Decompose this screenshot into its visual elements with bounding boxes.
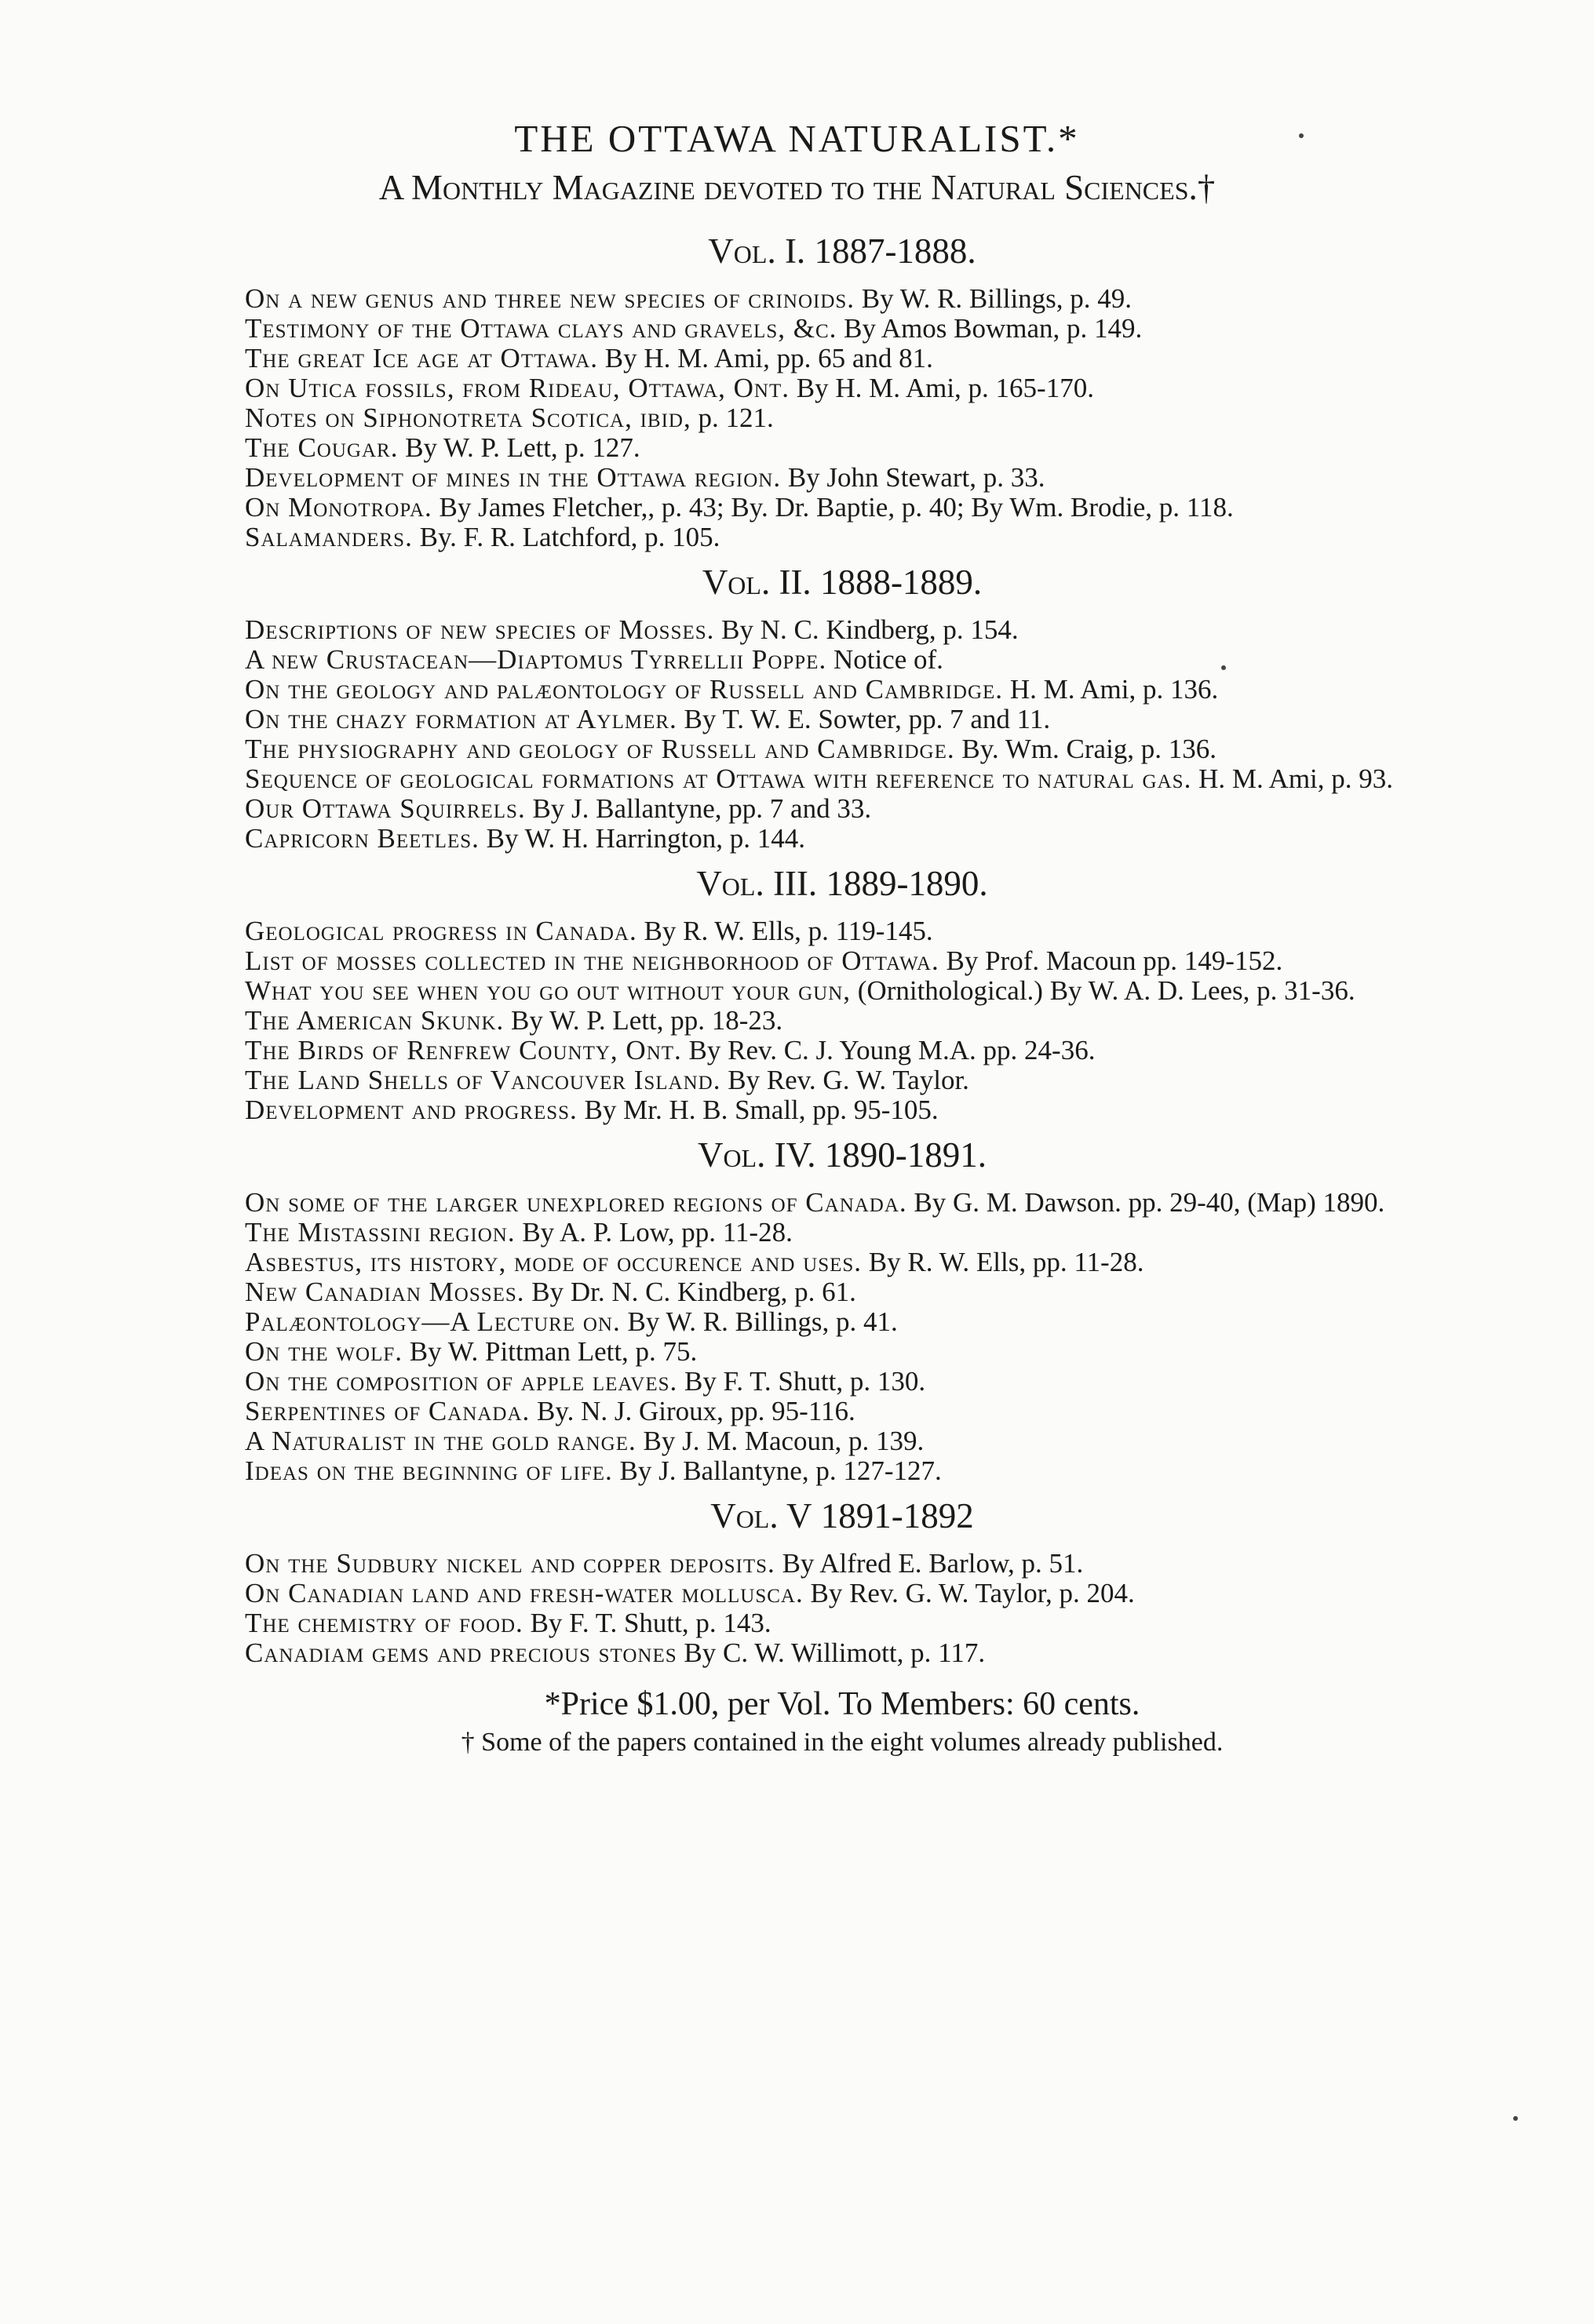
article-title: On Canadian land and fresh-water mollusca. [245, 1578, 804, 1608]
article-author-pages: H. M. Ami, p. 136. [1009, 674, 1219, 705]
article-title: Sequence of geological formations at Ottawa with reference to natural gas. [245, 763, 1192, 794]
article-entry [245, 314, 1439, 344]
article-entry [245, 946, 1439, 976]
article-title: Salamanders. [245, 522, 413, 552]
article-author-pages: By W. R. Billings, p. 49. [861, 283, 1133, 314]
article-author-pages: By T. W. E. Sowter, pp. 7 and 11. [684, 704, 1051, 734]
article-entry [245, 764, 1439, 794]
article-author-pages: By John Stewart, p. 33. [787, 462, 1045, 493]
article-entry [245, 794, 1439, 824]
article-entry [245, 615, 1439, 645]
article-author-pages: By J. M. Macoun, p. 139. [643, 1426, 925, 1456]
article-author-pages: By A. P. Low, pp. 11-28. [522, 1217, 793, 1248]
article-entry [245, 373, 1439, 403]
article-author-pages: By Amos Bowman, p. 149. [844, 313, 1143, 344]
article-author-pages: By G. M. Dawson. pp. 29-40, (Map) 1890. [914, 1187, 1385, 1218]
article-author-pages: By J. Ballantyne, p. 127-127. [619, 1455, 942, 1486]
article-author-pages: By J. Ballantyne, pp. 7 and 33. [532, 793, 872, 824]
article-title: The Land Shells of Vancouver Island. [245, 1065, 721, 1095]
article-entry [245, 493, 1439, 523]
article-title: The Mistassini region. [245, 1217, 516, 1248]
article-title: Asbestus, its history, mode of occurence and uses. [245, 1247, 863, 1277]
article-entry [245, 1307, 1439, 1337]
article-entry [245, 433, 1439, 463]
article-entry [245, 645, 1439, 675]
article-title: Descriptions of new species of Mosses. [245, 614, 715, 645]
article-title: What you see when you go out without your gun, [245, 975, 852, 1006]
volume-label: Vol. II. [702, 563, 812, 602]
article-title: On the composition of apple leaves. [245, 1366, 678, 1397]
article-author-pages: By Dr. N. C. Kindberg, p. 61. [531, 1277, 856, 1307]
article-entry [245, 734, 1439, 764]
article-entry [245, 1065, 1439, 1095]
article-title: New Canadian Mosses. [245, 1277, 525, 1307]
volume-years: 1888-1889. [819, 563, 983, 602]
print-speck [1513, 2116, 1518, 2121]
article-author-pages: By. N. J. Giroux, pp. 95-116. [537, 1396, 855, 1426]
article-title: List of mosses collected in the neighborhood of Ottawa. [245, 945, 939, 976]
article-entry [245, 1248, 1439, 1277]
article-entry [245, 1036, 1439, 1065]
article-entry [245, 344, 1439, 373]
article-author-pages: By W. P. Lett, pp. 18-23. [511, 1005, 783, 1036]
article-title: On the geology and palæontology of Russell and Cambridge. [245, 674, 1004, 705]
article-author-pages: By H. M. Ami, p. 165-170. [796, 373, 1094, 403]
article-entry [245, 523, 1439, 552]
article-author-pages: By. Wm. Craig, p. 136. [961, 734, 1217, 764]
magazine-subtitle: A Monthly Magazine devoted to the Natural Sciences.† [378, 168, 1216, 207]
volume-years: 1891-1892 [820, 1496, 974, 1535]
article-author-pages: By H. M. Ami, pp. 65 and 81. [604, 343, 933, 373]
volume-years: 1890-1891. [824, 1135, 987, 1175]
article-entry [245, 1006, 1439, 1036]
article-title: On some of the larger unexplored regions of Canada. [245, 1187, 907, 1218]
article-entry [245, 675, 1439, 705]
article-author-pages: By N. C. Kindberg, p. 154. [721, 614, 1019, 645]
volume-years: 1887-1888. [814, 231, 976, 271]
article-entry [245, 1095, 1439, 1125]
article-entry [245, 1456, 1439, 1486]
article-entry [245, 1337, 1439, 1367]
article-title: Geological progress in Canada. [245, 916, 637, 946]
article-author-pages: By Rev. G. W. Taylor. [728, 1065, 969, 1095]
article-author-pages: By F. T. Shutt, p. 143. [530, 1608, 771, 1638]
article-entry [245, 1608, 1439, 1638]
article-title: On a new genus and three new species of crinoids. [245, 283, 855, 314]
article-entry [245, 1426, 1439, 1456]
article-title: On Utica fossils, from Rideau, Ottawa, Ont. [245, 373, 790, 403]
article-title: On the Sudbury nickel and copper deposits. [245, 1548, 775, 1579]
volume-heading [245, 231, 1439, 271]
article-title: A Naturalist in the gold range. [245, 1426, 637, 1456]
article-title: The Cougar. [245, 432, 399, 463]
article-entry [245, 916, 1439, 946]
print-speck [1221, 665, 1226, 670]
article-title: The chemistry of food. [245, 1608, 523, 1638]
article-author-pages: By R. W. Ells, p. 119-145. [644, 916, 933, 946]
article-entry [245, 1277, 1439, 1307]
article-title: Capricorn Beetles. [245, 823, 480, 854]
article-title: Serpentines of Canada. [245, 1396, 531, 1426]
article-entry [245, 1218, 1439, 1248]
article-title: Testimony of the Ottawa clays and gravels, &c. [245, 313, 837, 344]
article-title: Development of mines in the Ottawa region. [245, 462, 782, 493]
published-note: † Some of the papers contained in the eight volumes already published. [461, 1728, 1224, 1757]
article-entry [245, 1367, 1439, 1397]
article-entry [245, 1397, 1439, 1426]
article-title: On the wolf. [245, 1336, 403, 1367]
article-author-pages: By Alfred E. Barlow, p. 51. [782, 1548, 1084, 1579]
article-author-pages: By F. T. Shutt, p. 130. [684, 1366, 926, 1397]
article-author-pages: By Rev. C. J. Young M.A. pp. 24-36. [688, 1035, 1096, 1065]
article-author-pages: By Prof. Macoun pp. 149-152. [946, 945, 1283, 976]
article-author-pages: By Mr. H. B. Small, pp. 95-105. [584, 1095, 939, 1125]
article-title: The American Skunk. [245, 1005, 505, 1036]
article-author-pages: By W. Pittman Lett, p. 75. [409, 1336, 698, 1367]
article-title: Development and progress. [245, 1095, 578, 1125]
article-entry [245, 824, 1439, 854]
article-title: Notes on Siphonotreta Scotica, ibid, [245, 403, 691, 433]
article-title: The physiography and geology of Russell and Cambridge. [245, 734, 955, 764]
volume-label: Vol. IV. [697, 1135, 816, 1175]
article-author-pages: Notice of. [833, 644, 943, 675]
article-title: Our Ottawa Squirrels. [245, 793, 526, 824]
article-author-pages: By. F. R. Latchford, p. 105. [419, 522, 720, 552]
article-entry [245, 284, 1439, 314]
volume-heading [245, 1135, 1439, 1175]
volume-label: Vol. III. [696, 864, 818, 903]
article-title: Palæontology—A Lecture on. [245, 1306, 621, 1337]
article-title: The Birds of Renfrew County, Ont. [245, 1035, 682, 1065]
article-title: On the chazy formation at Aylmer. [245, 704, 677, 734]
article-entry [245, 976, 1439, 1006]
volume-years: 1889-1890. [826, 864, 988, 903]
article-author-pages: By W. P. Lett, p. 127. [405, 432, 640, 463]
article-entry [245, 1188, 1439, 1218]
volume-heading [245, 562, 1439, 603]
article-entry [245, 1579, 1439, 1608]
volumes-container [245, 231, 1439, 1668]
article-entry [245, 1549, 1439, 1579]
article-author-pages: By W. R. Billings, p. 41. [627, 1306, 898, 1337]
article-author-pages: By Rev. G. W. Taylor, p. 204. [810, 1578, 1135, 1608]
article-title: A new Crustacean—Diaptomus Tyrrellii Poppe. [245, 644, 827, 675]
price-note: *Price $1.00, per Vol. To Members: 60 cents. [544, 1686, 1140, 1722]
article-author-pages: H. M. Ami, p. 93. [1198, 763, 1394, 794]
article-author-pages: p. 121. [698, 403, 774, 433]
article-title: Ideas on the beginning of life. [245, 1455, 613, 1486]
volume-heading [245, 1495, 1439, 1536]
article-title: Canadiam gems and precious stones [245, 1637, 677, 1668]
article-entry [245, 403, 1439, 433]
volume-label: Vol. I. [708, 231, 806, 271]
article-title: The great Ice age at Ottawa. [245, 343, 599, 373]
volume-heading [245, 863, 1439, 904]
article-entry [245, 1638, 1439, 1668]
article-author-pages: By W. H. Harrington, p. 144. [486, 823, 806, 854]
article-author-pages: (Ornithological.) By W. A. D. Lees, p. 31-36. [857, 975, 1355, 1006]
contents-list [245, 221, 1439, 1758]
print-speck [1299, 133, 1304, 138]
article-entry [245, 705, 1439, 734]
article-entry [245, 463, 1439, 493]
volume-label: Vol. V [710, 1496, 812, 1535]
article-author-pages: By R. W. Ells, pp. 11-28. [868, 1247, 1144, 1277]
article-author-pages: By C. W. Willimott, p. 117. [684, 1637, 986, 1668]
magazine-title: THE OTTAWA NATURALIST.* [514, 117, 1080, 160]
article-author-pages: By James Fletcher,, p. 43; By. Dr. Baptie, p. 40; By Wm. Brodie, p. 118. [439, 492, 1234, 523]
article-title: On Monotropa. [245, 492, 432, 523]
